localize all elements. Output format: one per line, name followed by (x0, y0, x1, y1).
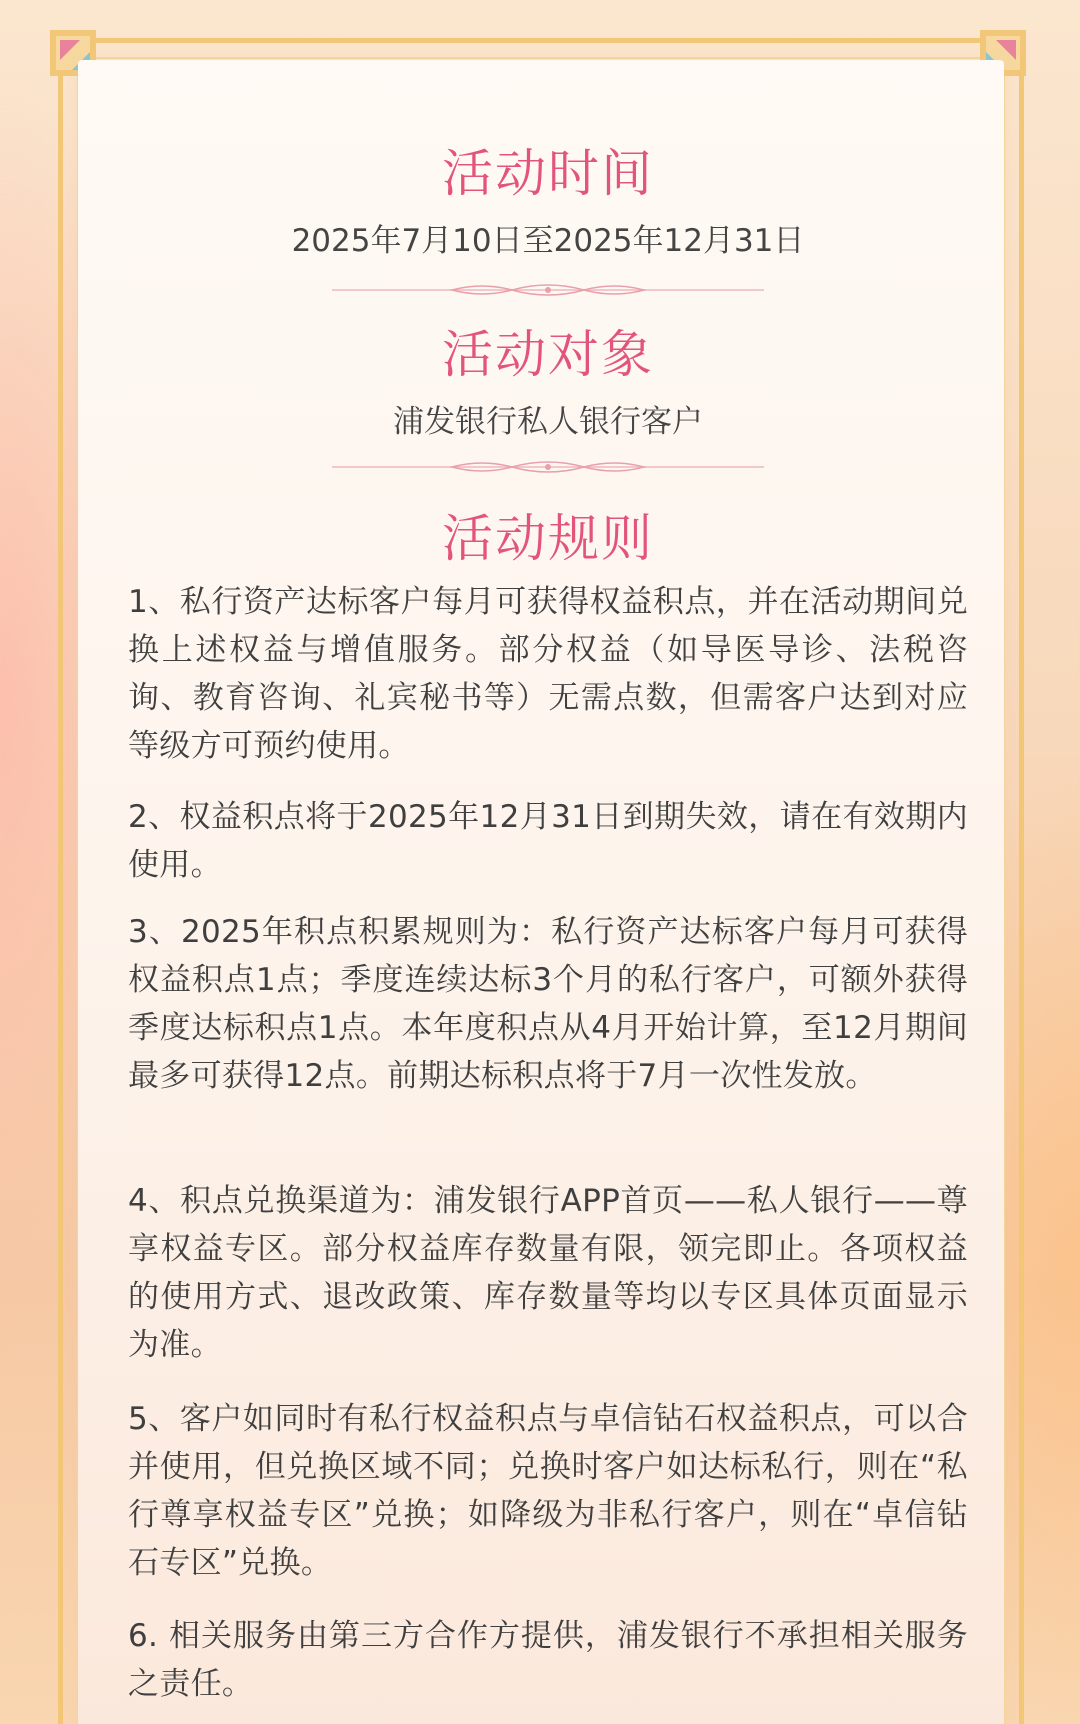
ornament-divider-icon (332, 459, 764, 475)
target-audience-text: 浦发银行私人银行客户 (393, 404, 703, 440)
rule-item-1: 1、私行资产达标客户每月可获得权益积点，并在活动期间兑换上述权益与增值服务。部分权益（如导医导诊、法税咨询、教育咨询、礼宾秘书等）无需点数，但需客户达到对应等级方可预约使用。 (128, 584, 968, 764)
section-title-target: 活动对象 (441, 326, 654, 385)
rule-item-3: 3、2025年积点积累规则为：私行资产达标客户每月可获得权益积点1点；季度连续达标3个月的私行客户，可额外获得季度达标积点1点。本年度积点从4月开始计算，至12月期间最多可获得12点。前期达标积点将于7月一次性发放。 (128, 914, 968, 1094)
rule-item-4: 4、积点兑换渠道为：浦发银行APP首页——私人银行——尊享权益专区。部分权益库存数量有限，领完即止。各项权益的使用方式、退改政策、库存数量等均以专区具体页面显示为准。 (128, 1183, 968, 1363)
rule-item-6: 6. 相关服务由第三方合作方提供，浦发银行不承担相关服务之责任。 (128, 1618, 969, 1702)
activity-period-text: 2025年7月10日至2025年12月31日 (291, 223, 805, 259)
section-title-time: 活动时间 (441, 145, 654, 204)
ornament-divider-icon (332, 282, 764, 298)
rule-item-5: 5、客户如同时有私行权益积点与卓信钻石权益积点，可以合并使用，但兑换区域不同；兑换时客户如达标私行，则在“私行尊享权益专区”兑换；如降级为非私行客户，则在“卓信钻石专区”兑换。 (128, 1401, 968, 1581)
section-title-rules: 活动规则 (441, 510, 654, 569)
rule-item-2: 2、权益积点将于2025年12月31日到期失效，请在有效期内使用。 (128, 799, 968, 883)
